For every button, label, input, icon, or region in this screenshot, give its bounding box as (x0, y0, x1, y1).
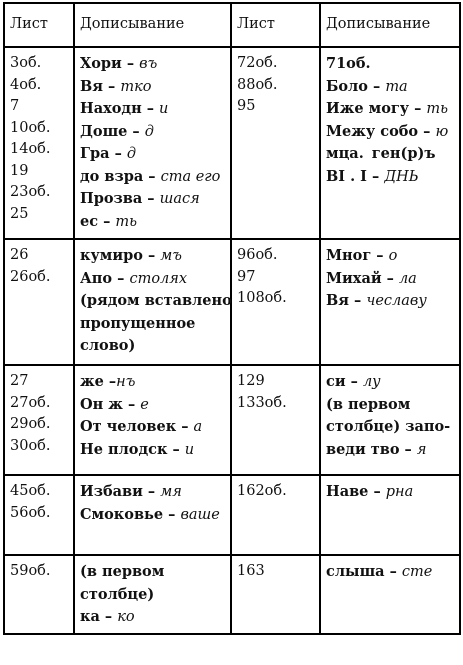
added-text: ла (398, 270, 417, 287)
added-text: въ (139, 56, 158, 72)
addition-line (80, 561, 226, 584)
sheet-number: 25 (10, 205, 29, 222)
added-text: та (385, 78, 408, 95)
manuscript-text: веди тво – (326, 440, 417, 458)
sheet-number: 162об. (237, 483, 287, 499)
sheet-number: 10об. (10, 119, 51, 136)
manuscript-text: Избави – (80, 483, 161, 500)
addition-line (326, 76, 455, 99)
sheet-number: 30об. (10, 437, 51, 454)
addition-line (326, 371, 455, 394)
sheet-cell-left (4, 475, 74, 555)
sheet-number: 14об. (10, 141, 51, 157)
manuscript-text: мца. (326, 145, 364, 162)
added-text: чеславу (366, 293, 427, 309)
manuscript-text: Михай – (326, 269, 399, 287)
addition-line (326, 439, 455, 462)
manuscript-text: ка – (80, 608, 118, 625)
added-text: столях (129, 270, 188, 287)
addition-line (326, 290, 455, 313)
table-row (4, 47, 460, 239)
manuscript-text: (рядом вставлено (80, 292, 232, 309)
manuscript-text: От человек – (80, 418, 194, 435)
manuscript-text: слово) (80, 337, 136, 354)
added-text: сте (401, 564, 433, 580)
manuscript-text: Не плодск – (80, 440, 185, 458)
manuscript-text: Иже могу – (326, 100, 427, 117)
added-text: о (388, 248, 398, 264)
manuscript-text: си – (326, 373, 363, 390)
added-text: нъ (116, 374, 136, 390)
addition-line (80, 394, 226, 417)
sheet-number: 3об. (10, 55, 42, 71)
manuscript-text: Наве – (326, 483, 386, 500)
manuscript-text: Межу собо – (326, 122, 436, 140)
manuscript-text: Вя – (326, 292, 367, 309)
sheet-cell-left (4, 555, 74, 634)
manuscript-text: Прозва – (80, 190, 160, 207)
sheet-number: 4об. (10, 76, 42, 93)
manuscript-text: пропущенное (80, 314, 196, 332)
sheet-number: 129 (237, 373, 265, 389)
addition-line (80, 606, 226, 629)
addition-line (326, 268, 455, 291)
sheet-cell-left (4, 239, 74, 365)
added-text: рна (385, 484, 414, 500)
header-row (4, 3, 460, 47)
sheet-number: 59об. (10, 563, 51, 579)
addition-cell-left (74, 555, 231, 634)
addition-line (80, 290, 232, 313)
sheet-cell-left (4, 47, 74, 239)
added-text: и (184, 441, 195, 458)
manuscript-text: 71об. (326, 55, 371, 72)
manuscript-text: Вя – (80, 77, 121, 95)
manuscript-text: ген(р)ъ (371, 145, 436, 162)
added-text: ю (435, 123, 449, 140)
addition-line (80, 76, 226, 99)
sheet-number: 27об. (10, 394, 51, 411)
table-row (4, 555, 460, 634)
added-text: ДНЬ (384, 168, 419, 185)
manuscript-text: ВІ . І – (326, 167, 385, 185)
sheet-cell-right (231, 47, 320, 239)
manuscript-text: Он ж – (80, 395, 141, 413)
added-text: шася (159, 191, 200, 207)
addition-line (326, 166, 455, 189)
manuscript-text: Гра – (80, 145, 127, 162)
sheet-cell-right (231, 475, 320, 555)
addition-cell-right (320, 365, 460, 475)
sheet-number: 26об. (10, 268, 51, 285)
manuscript-text: кумиро – (80, 247, 161, 264)
manuscript-text: ес – (80, 212, 116, 230)
addition-line (326, 394, 455, 417)
addition-line (80, 584, 226, 607)
table-row (4, 365, 460, 475)
sheet-number: 56об. (10, 504, 51, 521)
sheet-number: 108об. (237, 290, 287, 306)
addition-cell-left (74, 365, 231, 475)
added-text: мя (160, 484, 182, 500)
sheet-number: 163 (237, 563, 265, 579)
addition-line (80, 166, 226, 189)
added-text: ваше (180, 506, 220, 523)
manuscript-text: Мног – (326, 247, 389, 264)
sheet-number: 23об. (10, 184, 51, 200)
manuscript-text: Боло – (326, 77, 386, 95)
sheet-cell-right (231, 555, 320, 634)
added-text: д (126, 146, 137, 162)
addition-line (80, 98, 226, 121)
addition-line (80, 416, 226, 439)
sheet-number: 45об. (10, 483, 51, 499)
addition-cell-right (320, 239, 460, 365)
addition-line (80, 268, 226, 291)
sheet-number: 72об. (237, 55, 278, 71)
addition-line (80, 53, 226, 76)
manuscript-text: Доше – (80, 122, 145, 140)
addition-line (80, 313, 226, 336)
sheet-cell-right (231, 365, 320, 475)
sheet-number: 96об. (237, 247, 278, 263)
manuscript-text: Смоковье – (80, 505, 181, 523)
addition-line (80, 481, 226, 504)
manuscript-text: столбце) запо- (326, 418, 451, 435)
sheet-cell-left (4, 365, 74, 475)
header-addition-left: Дописывание (74, 3, 231, 47)
addition-line (326, 416, 455, 439)
addition-line (80, 335, 226, 358)
table-body (4, 47, 460, 634)
addition-cell-right (320, 475, 460, 555)
added-text: д (144, 123, 154, 140)
addition-line (326, 245, 455, 268)
addition-line (80, 439, 226, 462)
header-sheet-right: Лист (231, 3, 320, 47)
addition-cell-right (320, 47, 460, 239)
addition-line (80, 371, 226, 394)
addition-line (326, 53, 455, 76)
added-text: и (159, 101, 169, 117)
additions-table (3, 2, 461, 635)
added-text: мъ (160, 248, 182, 264)
addition-line (80, 504, 226, 527)
header-sheet-left: Лист (4, 3, 74, 47)
table-row (4, 239, 460, 365)
addition-line (326, 121, 455, 144)
addition-line (326, 481, 455, 504)
manuscript-text: Находн – (80, 100, 160, 117)
added-text: лу (362, 374, 381, 390)
manuscript-text: до взра – (80, 167, 161, 185)
added-text: я (416, 441, 427, 458)
sheet-number: 88об. (237, 76, 278, 93)
addition-cell-left (74, 239, 231, 365)
added-text: ко (117, 609, 135, 625)
addition-cell-right (320, 555, 460, 634)
addition-line (80, 245, 226, 268)
addition-line (80, 121, 226, 144)
addition-cell-left (74, 475, 231, 555)
addition-line (80, 143, 226, 166)
manuscript-text: (в первом (80, 563, 165, 580)
header-addition-right: Дописывание (320, 3, 460, 47)
addition-line (80, 188, 226, 211)
sheet-number: 27 (10, 373, 29, 389)
addition-line (326, 561, 455, 584)
sheet-number: 95 (237, 98, 256, 114)
added-text: ть (115, 213, 138, 230)
sheet-number: 29об. (10, 416, 51, 432)
manuscript-text: столбце) (80, 585, 155, 603)
sheet-number: 26 (10, 247, 29, 263)
added-text: а (193, 419, 203, 435)
addition-line (80, 211, 226, 234)
added-text: ста его (160, 168, 221, 185)
sheet-number: 97 (237, 268, 256, 285)
manuscript-text: слыша – (326, 563, 402, 580)
addition-line (326, 98, 455, 121)
manuscript-text: Хори – (80, 55, 140, 72)
sheet-number: 133об. (237, 394, 287, 411)
manuscript-text: (в первом (326, 395, 411, 413)
sheet-number: 7 (10, 98, 20, 114)
manuscript-text: Апо – (80, 269, 130, 287)
sheet-cell-right (231, 239, 320, 365)
added-text: ть (426, 101, 449, 117)
addition-cell-left (74, 47, 231, 239)
added-text: е (140, 396, 149, 413)
sheet-number: 19 (10, 162, 29, 179)
addition-line (326, 143, 455, 166)
added-text: тко (120, 78, 152, 95)
manuscript-text: же – (80, 373, 117, 390)
table-row (4, 475, 460, 555)
